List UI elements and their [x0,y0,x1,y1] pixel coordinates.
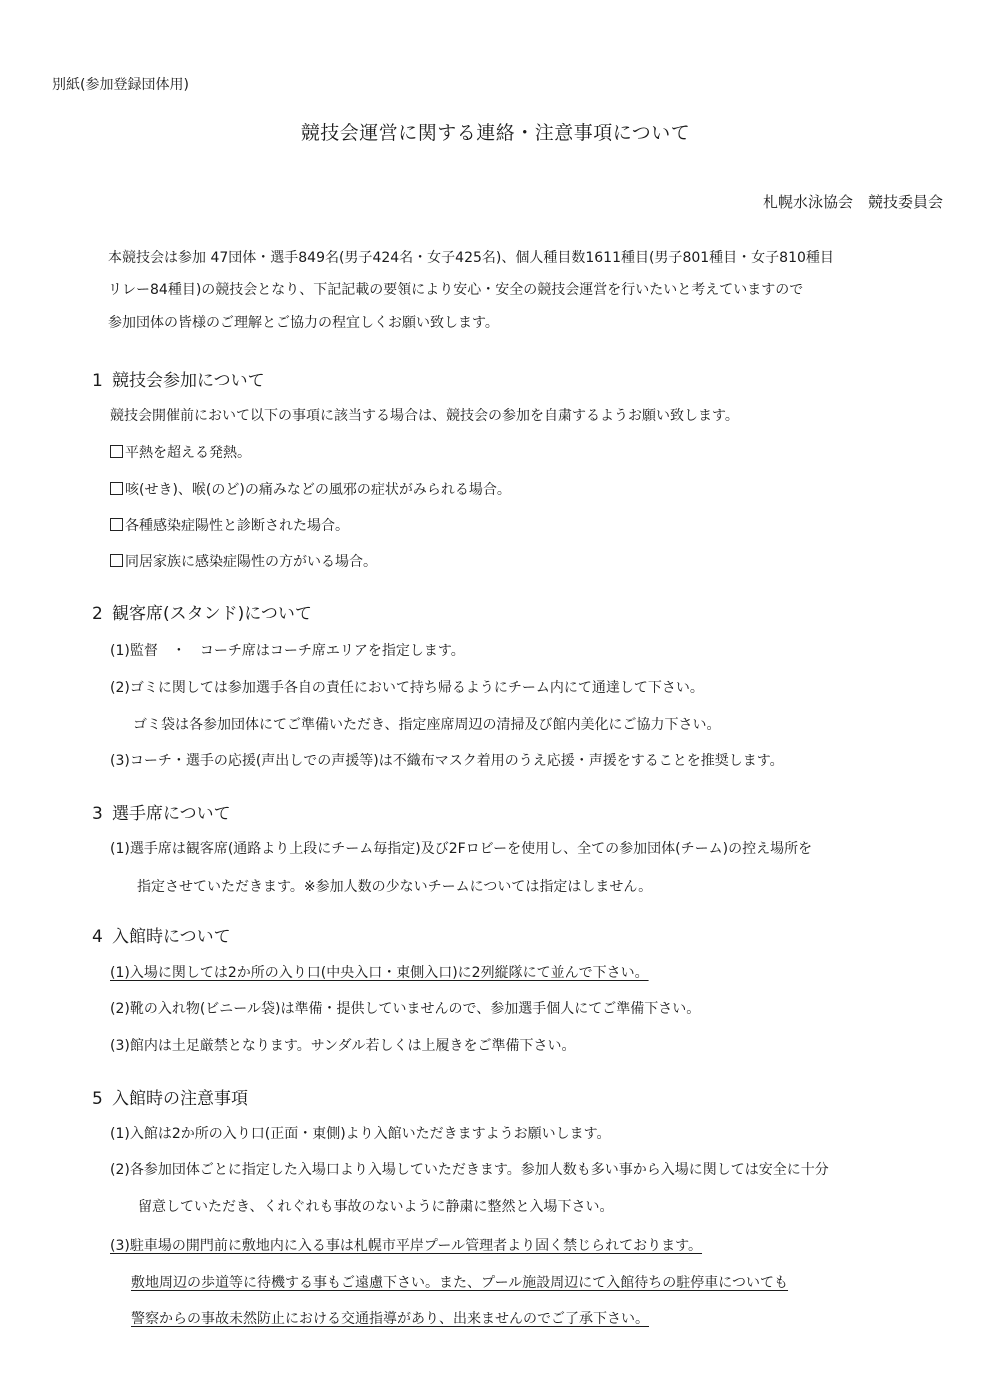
intro-line: リレー84種目)の競技会となり、下記記載の要領により安心・安全の競技会運営を行いたいと考えていますので [108,282,804,298]
section-line: (1)入館は2か所の入り口(正面・東側)より入館いただきますようお願いします。 [110,1126,611,1142]
section-line: (2)各参加団体ごとに指定した入場口より入場していただきます。参加人数も多い事から入場に関しては安全に十分 [110,1162,829,1178]
section-line: (3)館内は土足厳禁となります。サンダル若しくは上履きをご準備下さい。 [110,1038,576,1054]
check-item-label: 平熱を超える発熱。 [125,445,251,461]
check-item-label: 同居家族に感染症陽性の方がいる場合。 [125,554,377,570]
section-line: (2)靴の入れ物(ビニール袋)は準備・提供していませんので、参加選手個人にてご準備下さい。 [110,1001,701,1017]
check-item [110,515,349,535]
check-item [110,442,251,462]
section-number: 1 [92,371,103,391]
section-heading-5 [92,1084,248,1109]
section-line: (3)コーチ・選手の応援(声出しでの声援等)は不織布マスク着用のうえ応援・声援をすることを推奨します。 [110,753,784,769]
section-number: 4 [92,927,103,947]
check-item-label: 各種感染症陽性と診断された場合。 [125,518,349,534]
section-title: 選手席について [112,804,231,824]
check-item-label: 咳(せき)、喉(のど)の痛みなどの風邪の症状がみられる場合。 [125,482,511,498]
checkbox-icon [110,482,123,495]
section-line: (2)ゴミに関しては参加選手各自の責任において持ち帰るようにチーム内にて通達して下さい。 [110,680,704,696]
intro-line: 本競技会は参加 47団体・選手849名(男子424名・女子425名)、個人種目数1611種目(男子801種目・女子810種目 [108,250,834,266]
section-heading-1 [92,366,265,391]
section-title: 入館時の注意事項 [112,1089,248,1109]
section-number: 5 [92,1089,103,1109]
checkbox-icon [110,518,123,531]
check-item [110,479,511,499]
section-lead: 競技会開催前において以下の事項に該当する場合は、競技会の参加を自粛するようお願い致します。 [110,408,739,424]
section-line: 指定させていただきます。※参加人数の少ないチームについては指定はしません。 [137,879,653,895]
section-title: 観客席(スタンド)について [112,604,312,624]
section-line: (1)選手席は観客席(通路より上段にチーム毎指定)及び2Fロビーを使用し、全ての参加団体(チーム)の控え場所を [110,841,813,857]
checkbox-icon [110,445,123,458]
section-heading-2 [92,599,312,624]
intro-line: 参加団体の皆様のご理解とご協力の程宜しくお願い致します。 [108,315,499,331]
page-title: 競技会運営に関する連絡・注意事項について [300,122,691,144]
section-heading-4 [92,922,231,947]
section-number: 3 [92,804,103,824]
organization-name: 札幌水泳協会 競技委員会 [762,193,943,211]
section-number: 2 [92,604,103,624]
section-line: ゴミ袋は各参加団体にてご準備いただき、指定座席周辺の清掃及び館内美化にご協力下さい。 [133,717,721,733]
section-line: (1)監督 ・ コーチ席はコーチ席エリアを指定します。 [110,643,465,659]
check-item [110,551,377,571]
section-line: 留意していただき、くれぐれも事故のないように静粛に整然と入場下さい。 [138,1199,614,1215]
section-line-underlined: 敷地周辺の歩道等に待機する事もご遠慮下さい。また、プール施設周辺にて入館待ちの駐停車についても [131,1275,789,1291]
section-title: 入館時について [112,927,231,947]
attachment-note: 別紙(参加登録団体用) [52,77,189,93]
section-line-underlined: (1)入場に関しては2か所の入り口(中央入口・東側入口)に2列縦隊にて並んで下さい。 [110,965,649,981]
section-line-underlined: 警察からの事故未然防止における交通指導があり、出来ませんのでご了承下さい。 [131,1311,649,1327]
section-heading-3 [92,799,231,824]
checkbox-icon [110,554,123,567]
section-title: 競技会参加について [112,371,265,391]
section-line-underlined: (3)駐車場の開門前に敷地内に入る事は札幌市平岸プール管理者より固く禁じられております。 [110,1238,703,1254]
